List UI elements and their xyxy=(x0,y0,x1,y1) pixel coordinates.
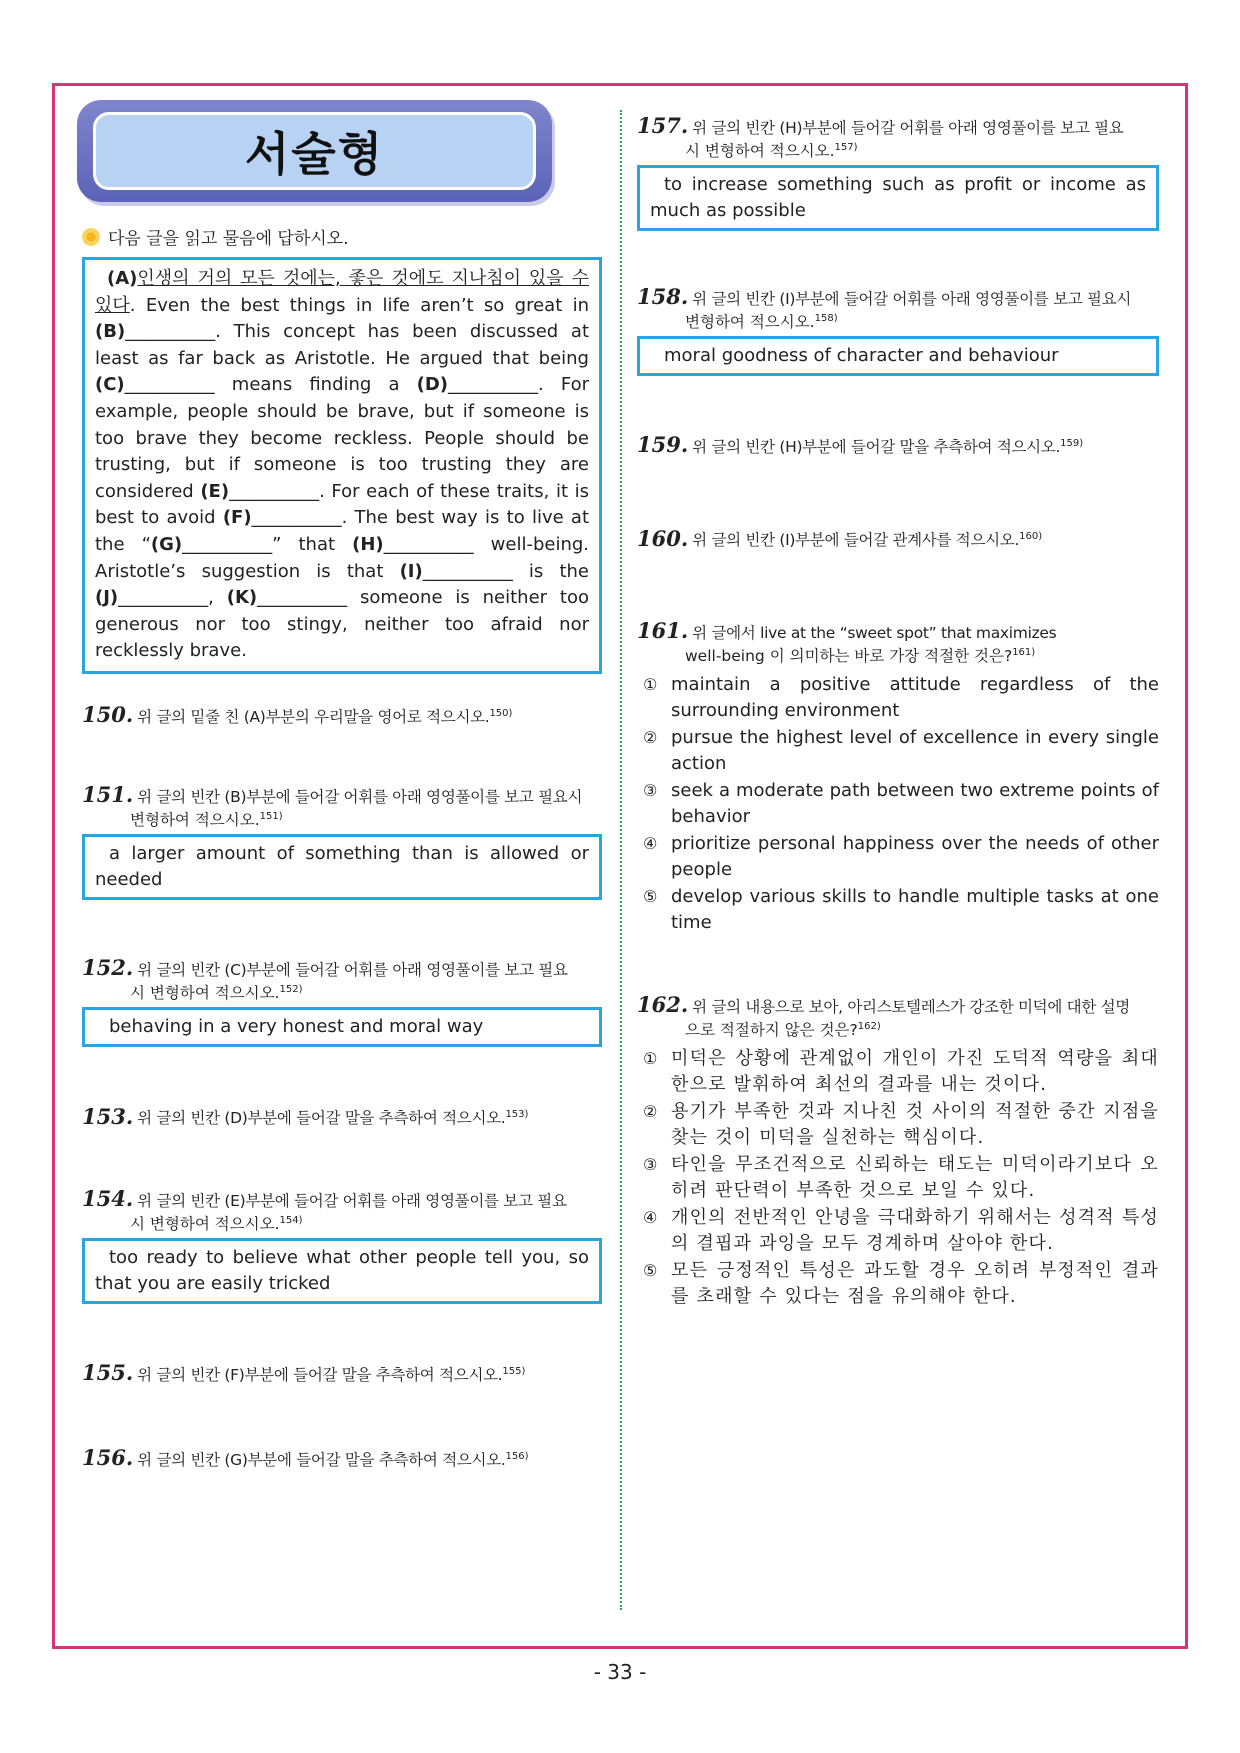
option-marker: ① xyxy=(643,674,658,694)
question-text: 위 글의 빈칸 (F)부분에 들어갈 말을 추측하여 적으시오. xyxy=(137,1365,503,1384)
option-text: maintain a positive attitude regardless of the surrounding environment xyxy=(671,673,1159,722)
definition-box xyxy=(637,165,1159,231)
question-number: 159. xyxy=(637,432,689,458)
passage-segment: __________ someone is neither too generous nor too stingy, neither too afraid nor recklessly brave. xyxy=(95,587,589,662)
question-160 xyxy=(637,527,1159,550)
passage-segment: . Even the best things in life aren’t so great in xyxy=(129,294,589,316)
instruction xyxy=(82,224,602,249)
question-150 xyxy=(82,704,602,727)
option-1[interactable] xyxy=(637,672,1159,725)
question-number: 154. xyxy=(82,1185,134,1211)
footnote-ref: 151) xyxy=(259,811,283,823)
question-text: 위 글의 빈칸 (E)부분에 들어갈 어휘를 아래 영영풀이를 보고 필요 xyxy=(137,1191,567,1210)
question-text-cont: 으로 적절하지 않은 것은? xyxy=(685,1020,858,1039)
question-text-cont: 시 변형하여 적으시오. xyxy=(685,142,835,161)
question-155 xyxy=(82,1359,602,1385)
option-marker: ③ xyxy=(643,1154,658,1174)
question-number: 160. xyxy=(637,525,689,551)
option-marker: ③ xyxy=(643,780,658,800)
option-marker: ⑤ xyxy=(643,1260,658,1280)
section-title: 서술형 xyxy=(244,127,385,181)
option-text: 개인의 전반적인 안녕을 극대화하기 위해서는 성격적 특성의 결핍과 과잉을 모두 경계하며 살아야 한다. xyxy=(671,1206,1159,1255)
question-text: 위 글의 빈칸 (C)부분에 들어갈 어휘를 아래 영영풀이를 보고 필요 xyxy=(137,961,568,980)
definition-box xyxy=(82,834,602,900)
question-text: 위 글의 빈칸 (I)부분에 들어갈 관계사를 적으시오. xyxy=(692,531,1020,550)
question-text-cont: 변형하여 적으시오. xyxy=(685,313,815,332)
question-text: 위 글의 빈칸 (I)부분에 들어갈 어휘를 아래 영영풀이를 보고 필요시 xyxy=(692,290,1132,309)
question-152 xyxy=(82,955,602,1047)
option-text: 타인을 무조건적으로 신뢰하는 태도는 미덕이라기보다 오히려 판단력이 부족한 것으로 보일 수 있다. xyxy=(671,1153,1159,1202)
question-number: 152. xyxy=(82,955,134,981)
blank-label: (A) xyxy=(107,268,138,289)
passage-segment: __________ is the xyxy=(422,560,589,582)
definition-box xyxy=(82,1238,602,1304)
footnote-ref: 160) xyxy=(1019,531,1043,543)
option-text: 미덕은 상황에 관계없이 개인이 가진 도덕적 역량을 최대한으로 발휘하여 최선의 결과를 내는 것이다. xyxy=(671,1047,1159,1096)
question-text-cont: 시 변형하여 적으시오. xyxy=(130,1214,280,1233)
option-marker: ④ xyxy=(643,1207,658,1227)
question-number: 155. xyxy=(82,1359,134,1385)
passage-segment: __________. This concept has been discussed at least as far back as Aristotle. He argued that being xyxy=(95,321,589,369)
footnote-ref: 159) xyxy=(1060,438,1084,450)
option-text: develop various skills to handle multiple tasks at one time xyxy=(671,885,1159,934)
passage-segment: __________ means finding a xyxy=(124,374,417,396)
blank-label: (B) xyxy=(95,321,126,343)
question-number: 158. xyxy=(637,284,689,310)
passage-segment: __________. For example, people should be brave, but if someone is too brave they become reckless. People should be trusting, but if someone is too trusting they are considered xyxy=(95,374,589,502)
option-1[interactable] xyxy=(637,1046,1159,1099)
question-153 xyxy=(82,1105,602,1128)
right-column xyxy=(637,100,1159,1311)
blank-label: (G) xyxy=(150,533,183,555)
footnote-ref: 157) xyxy=(834,142,858,153)
question-text: 위 글에서 live at the “sweet spot” that maximizes xyxy=(692,623,1057,642)
question-text: 위 글의 빈칸 (B)부분에 들어갈 어휘를 아래 영영풀이를 보고 필요시 xyxy=(137,788,583,807)
flower-icon xyxy=(82,228,100,246)
option-marker: ④ xyxy=(643,833,658,853)
definition-box xyxy=(637,336,1159,376)
question-number: 150. xyxy=(82,702,134,728)
footnote-ref: 161) xyxy=(1012,646,1036,658)
option-text: 모든 긍정적인 특성은 과도할 경우 오히려 부정적인 결과를 초래할 수 있다는 점을 유의해야 한다. xyxy=(671,1259,1159,1308)
definition-text: moral goodness of character and behaviour xyxy=(664,345,1059,367)
blank-label: (F) xyxy=(222,507,252,529)
question-text-cont: 시 변형하여 적으시오. xyxy=(130,984,280,1003)
question-number: 161. xyxy=(637,617,689,643)
option-marker: ⑤ xyxy=(643,886,658,906)
question-text: 위 글의 내용으로 보아, 아리스토텔레스가 강조한 미덕에 대한 설명 xyxy=(692,997,1130,1016)
option-4[interactable] xyxy=(637,831,1159,884)
blank-label: (H) xyxy=(352,533,384,555)
question-text: 위 글의 빈칸 (H)부분에 들어갈 말을 추측하여 적으시오. xyxy=(692,438,1061,457)
column-divider xyxy=(620,110,622,1610)
option-4[interactable] xyxy=(637,1205,1159,1258)
answer-options xyxy=(637,672,1159,937)
blank-label: (E) xyxy=(200,480,230,502)
question-text: 위 글의 밑줄 친 (A)부분의 우리말을 영어로 적으시오. xyxy=(137,708,490,727)
question-162 xyxy=(637,991,1159,1311)
reading-passage xyxy=(82,257,602,674)
question-number: 157. xyxy=(637,113,689,138)
option-text: prioritize personal happiness over the needs of other people xyxy=(671,832,1159,881)
question-text: 위 글의 빈칸 (H)부분에 들어갈 어휘를 아래 영영풀이를 보고 필요 xyxy=(692,119,1124,137)
question-text-cont: 변형하여 적으시오. xyxy=(130,811,260,830)
question-161 xyxy=(637,617,1159,937)
question-158 xyxy=(637,284,1159,376)
option-marker: ② xyxy=(643,1101,658,1121)
section-badge-inner xyxy=(93,112,536,190)
question-151 xyxy=(82,782,602,900)
question-text-cont: well-being 이 의미하는 바로 가장 적절한 것은? xyxy=(685,646,1013,665)
blank-label: (I) xyxy=(399,560,423,582)
option-3[interactable] xyxy=(637,1152,1159,1205)
question-156 xyxy=(82,1447,602,1470)
definition-box xyxy=(82,1007,602,1047)
blank-label: (K) xyxy=(226,587,258,609)
option-text: pursue the highest level of excellence in every single action xyxy=(671,726,1159,775)
option-text: seek a moderate path between two extreme points of behavior xyxy=(671,779,1159,828)
blank-label: (C) xyxy=(95,374,125,396)
footnote-ref: 152) xyxy=(279,984,303,996)
option-3[interactable] xyxy=(637,778,1159,831)
option-2[interactable] xyxy=(637,1099,1159,1152)
option-text: 용기가 부족한 것과 지나친 것 사이의 적절한 중간 지점을 찾는 것이 미덕을 실천하는 핵심이다. xyxy=(671,1100,1159,1149)
blank-label: (J) xyxy=(95,587,119,609)
footnote-ref: 162) xyxy=(857,1020,881,1032)
passage-segment: __________. For each of these traits, it is best to avoid xyxy=(95,480,589,529)
instruction-text: 다음 글을 읽고 물음에 답하시오. xyxy=(108,229,349,249)
definition-text: to increase something such as profit or income as much as possible xyxy=(650,174,1146,222)
question-number: 162. xyxy=(637,991,689,1017)
footnote-ref: 150) xyxy=(489,707,513,719)
page-number: - 33 - xyxy=(593,1660,647,1684)
footnote-ref: 153) xyxy=(505,1109,529,1121)
footnote-ref: 155) xyxy=(502,1365,526,1377)
definition-text: too ready to believe what other people tell you, so that you are easily tricked xyxy=(95,1246,589,1294)
passage-text xyxy=(95,266,589,665)
option-marker: ① xyxy=(643,1048,658,1068)
passage-segment: __________. The best way is to live at the “ xyxy=(95,507,590,555)
footnote-ref: 156) xyxy=(505,1450,529,1462)
question-number: 156. xyxy=(82,1445,134,1470)
option-5[interactable] xyxy=(637,1258,1159,1311)
question-157 xyxy=(637,113,1159,231)
answer-options xyxy=(637,1046,1159,1311)
definition-text: behaving in a very honest and moral way xyxy=(109,1016,484,1038)
question-number: 153. xyxy=(82,1103,134,1129)
question-number: 151. xyxy=(82,782,134,808)
passage-segment: __________” that xyxy=(182,533,353,555)
underlined-korean: 인생의 거의 모든 것에는, 좋은 것에도 지나침이 있을 수 있다 xyxy=(95,268,589,316)
passage-segment: __________ well-being. Aristotle’s suggestion is that xyxy=(95,533,590,582)
option-marker: ② xyxy=(643,727,658,747)
footnote-ref: 154) xyxy=(279,1214,303,1226)
footnote-ref: 158) xyxy=(814,313,838,325)
option-5[interactable] xyxy=(637,884,1159,937)
question-159 xyxy=(637,434,1159,457)
left-column xyxy=(82,100,602,1470)
question-text: 위 글의 빈칸 (G)부분에 들어갈 말을 추측하여 적으시오. xyxy=(137,1451,506,1469)
option-2[interactable] xyxy=(637,725,1159,778)
question-text: 위 글의 빈칸 (D)부분에 들어갈 말을 추측하여 적으시오. xyxy=(137,1109,506,1128)
definition-text: a larger amount of something than is allowed or needed xyxy=(95,843,589,891)
question-154 xyxy=(82,1185,602,1304)
section-badge xyxy=(77,100,552,202)
passage-segment: __________, xyxy=(118,587,227,609)
blank-label: (D) xyxy=(416,374,449,396)
